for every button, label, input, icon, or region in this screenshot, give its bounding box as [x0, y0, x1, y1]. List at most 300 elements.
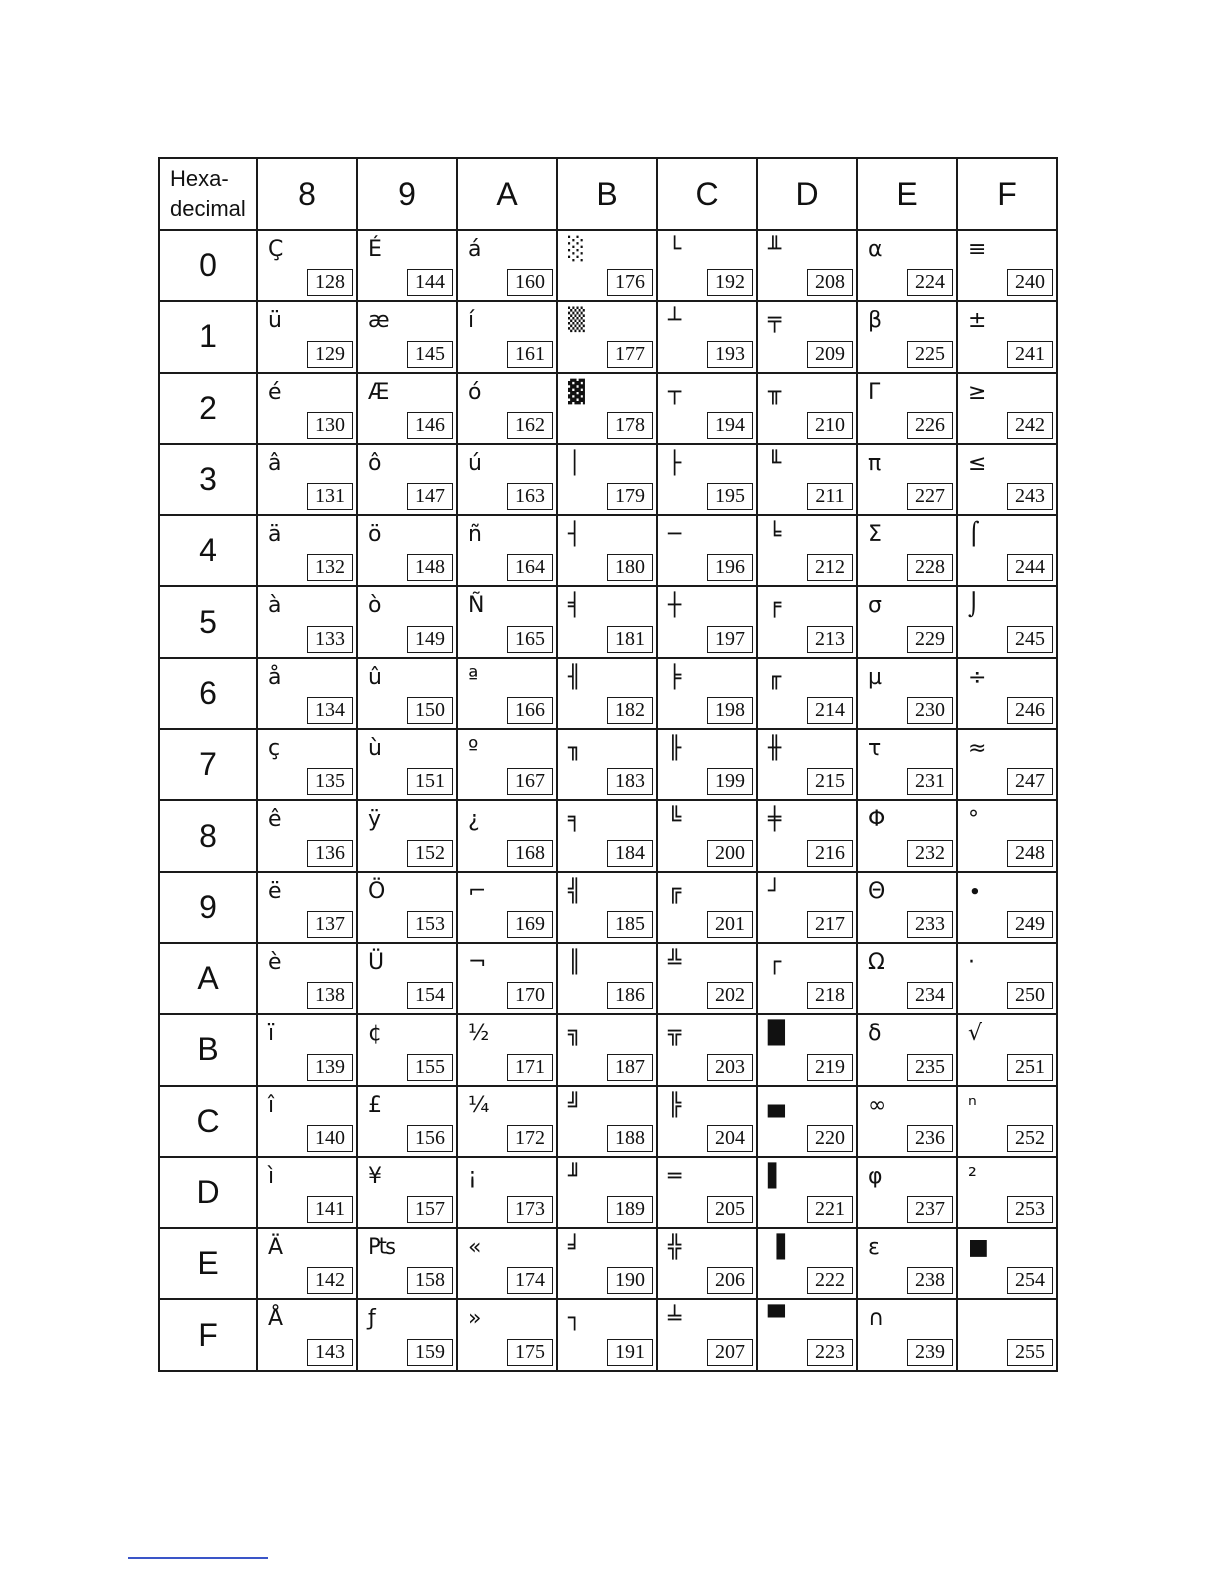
character-glyph: å: [268, 664, 282, 690]
character-glyph: ö: [368, 522, 382, 548]
character-glyph: û: [368, 664, 382, 690]
character-glyph: ■: [968, 1235, 989, 1261]
character-cell: [957, 943, 1057, 1014]
character-glyph: Θ: [868, 878, 886, 904]
character-glyph: É: [368, 237, 382, 262]
character-cell: [657, 301, 757, 372]
character-cell: [757, 800, 857, 871]
decimal-code: 220: [807, 1125, 853, 1152]
character-cell: [657, 943, 757, 1014]
character-glyph: ¿: [468, 807, 480, 833]
character-cell: [857, 373, 957, 444]
character-glyph: ·: [968, 949, 975, 975]
character-glyph: ⌡: [968, 593, 980, 619]
decimal-code: 152: [407, 840, 453, 867]
character-glyph: ╚: [668, 807, 682, 833]
character-glyph: ⌐: [468, 878, 487, 904]
decimal-code: 175: [507, 1339, 553, 1366]
decimal-code: 235: [907, 1054, 953, 1081]
character-cell: [557, 800, 657, 871]
decimal-code: 255: [1007, 1339, 1053, 1366]
character-cell: [957, 586, 1057, 657]
character-cell: [557, 301, 657, 372]
character-cell: [857, 800, 957, 871]
character-glyph: √: [968, 1021, 983, 1047]
character-cell: [857, 515, 957, 586]
character-cell: [257, 1157, 357, 1228]
character-glyph: ¥: [368, 1163, 382, 1189]
character-glyph: π: [868, 450, 882, 476]
decimal-code: 246: [1007, 697, 1053, 724]
character-glyph: ▌: [768, 1163, 785, 1189]
character-cell: [657, 444, 757, 515]
decimal-code: 212: [807, 554, 853, 581]
character-glyph: ε: [868, 1235, 880, 1261]
character-glyph: ╟: [668, 736, 682, 762]
character-glyph: ╧: [668, 1306, 682, 1332]
character-cell: [657, 373, 757, 444]
character-cell: [357, 230, 457, 301]
character-cell: [657, 586, 757, 657]
character-cell: [357, 1228, 457, 1299]
character-glyph: é: [268, 379, 282, 405]
decimal-code: 145: [407, 341, 453, 368]
character-glyph: ┌: [768, 949, 782, 975]
table-row: [159, 1014, 1057, 1085]
character-cell: [257, 230, 357, 301]
decimal-code: 204: [707, 1125, 753, 1152]
character-cell: [957, 301, 1057, 372]
character-cell: [557, 230, 657, 301]
decimal-code: 240: [1007, 269, 1053, 296]
decimal-code: 146: [407, 412, 453, 439]
decimal-code: 226: [907, 412, 953, 439]
decimal-code: 196: [707, 554, 753, 581]
character-cell: [257, 586, 357, 657]
decimal-code: 190: [607, 1267, 653, 1294]
character-glyph: ║: [568, 949, 582, 975]
decimal-code: 230: [907, 697, 953, 724]
character-cell: [457, 1157, 557, 1228]
decimal-code: 153: [407, 911, 453, 938]
decimal-code: 210: [807, 412, 853, 439]
character-glyph: ≈: [968, 736, 987, 762]
character-glyph: ë: [268, 878, 282, 904]
character-glyph: ∙: [968, 878, 982, 904]
character-cell: [357, 872, 457, 943]
character-cell: [757, 1299, 857, 1370]
character-glyph: ╫: [768, 736, 782, 762]
character-cell: [757, 729, 857, 800]
decimal-code: 187: [607, 1054, 653, 1081]
character-glyph: °: [968, 807, 979, 833]
table-row: [159, 1157, 1057, 1228]
row-header: 2: [159, 373, 257, 444]
character-cell: [257, 373, 357, 444]
decimal-code: 213: [807, 626, 853, 653]
decimal-code: 234: [907, 982, 953, 1009]
decimal-code: 231: [907, 768, 953, 795]
character-glyph: ╕: [568, 807, 582, 833]
character-cell: [657, 1299, 757, 1370]
decimal-code: 195: [707, 483, 753, 510]
row-header: D: [159, 1157, 257, 1228]
character-glyph: £: [368, 1092, 382, 1118]
character-glyph: ╬: [668, 1235, 682, 1261]
character-glyph: ½: [468, 1021, 490, 1047]
decimal-code: 211: [807, 483, 853, 510]
character-cell: [457, 729, 557, 800]
character-glyph: ô: [368, 450, 382, 476]
decimal-code: 154: [407, 982, 453, 1009]
decimal-code: 157: [407, 1196, 453, 1223]
decimal-code: 156: [407, 1125, 453, 1152]
character-glyph: ╜: [568, 1163, 582, 1189]
character-glyph: ▐: [768, 1235, 785, 1261]
character-glyph: ▄: [768, 1092, 785, 1118]
decimal-code: 193: [707, 341, 753, 368]
character-cell: [357, 943, 457, 1014]
character-cell: [757, 444, 857, 515]
character-glyph: σ: [868, 593, 882, 619]
character-cell: [757, 943, 857, 1014]
character-glyph: ╥: [768, 379, 782, 405]
decimal-code: 244: [1007, 554, 1053, 581]
character-cell: [257, 729, 357, 800]
character-cell: [557, 1157, 657, 1228]
character-cell: [257, 301, 357, 372]
table-row: [159, 658, 1057, 729]
decimal-code: 194: [707, 412, 753, 439]
character-glyph: ┼: [668, 593, 682, 619]
decimal-code: 192: [707, 269, 753, 296]
character-glyph: α: [868, 237, 883, 262]
character-cell: [357, 1014, 457, 1085]
decimal-code: 208: [807, 269, 853, 296]
decimal-code: 228: [907, 554, 953, 581]
character-cell: [257, 515, 357, 586]
decimal-code: 155: [407, 1054, 453, 1081]
decimal-code: 148: [407, 554, 453, 581]
decimal-code: 140: [307, 1125, 353, 1152]
table-row: [159, 800, 1057, 871]
row-header: 0: [159, 230, 257, 301]
decimal-code: 205: [707, 1196, 753, 1223]
character-cell: [957, 1086, 1057, 1157]
decimal-code: 221: [807, 1196, 853, 1223]
column-header: A: [457, 158, 557, 230]
character-cell: [757, 658, 857, 729]
table-row: [159, 373, 1057, 444]
character-glyph: ⌠: [968, 522, 980, 548]
table-row: [159, 301, 1057, 372]
table-row: [159, 586, 1057, 657]
decimal-code: 178: [607, 412, 653, 439]
character-cell: [257, 872, 357, 943]
character-glyph: β: [868, 308, 883, 334]
character-glyph: ù: [368, 736, 382, 762]
column-header: B: [557, 158, 657, 230]
character-glyph: ¬: [468, 949, 487, 975]
character-cell: [357, 444, 457, 515]
decimal-code: 242: [1007, 412, 1053, 439]
character-cell: [457, 230, 557, 301]
character-glyph: ∞: [868, 1092, 887, 1118]
character-cell: [857, 1228, 957, 1299]
character-glyph: Ñ: [468, 593, 485, 619]
row-header: 3: [159, 444, 257, 515]
row-header: B: [159, 1014, 257, 1085]
decimal-code: 199: [707, 768, 753, 795]
character-cell: [757, 373, 857, 444]
character-cell: [757, 1228, 857, 1299]
character-cell: [457, 301, 557, 372]
character-glyph: ê: [268, 807, 282, 833]
character-glyph: ├: [668, 450, 682, 476]
character-cell: [457, 1014, 557, 1085]
character-glyph: ±: [968, 308, 987, 334]
character-cell: [557, 1014, 657, 1085]
character-glyph: ═: [668, 1163, 682, 1189]
character-glyph: ╪: [768, 807, 782, 833]
character-glyph: ╨: [768, 237, 782, 262]
column-header: D: [757, 158, 857, 230]
character-cell: [757, 301, 857, 372]
character-cell: [757, 515, 857, 586]
decimal-code: 219: [807, 1054, 853, 1081]
decimal-code: 217: [807, 911, 853, 938]
character-glyph: à: [268, 593, 282, 619]
character-cell: [857, 586, 957, 657]
decimal-code: 177: [607, 341, 653, 368]
character-cell: [657, 729, 757, 800]
character-glyph: ░: [568, 237, 585, 262]
decimal-code: 185: [607, 911, 653, 938]
character-glyph: Ω: [868, 949, 885, 975]
character-glyph: ü: [268, 308, 282, 334]
decimal-code: 249: [1007, 911, 1053, 938]
decimal-code: 248: [1007, 840, 1053, 867]
character-cell: [957, 729, 1057, 800]
character-glyph: ╦: [668, 1021, 682, 1047]
character-glyph: ╙: [768, 450, 782, 476]
character-glyph: ╝: [568, 1092, 582, 1118]
character-cell: [657, 1086, 757, 1157]
character-cell: [957, 1228, 1057, 1299]
row-header: 7: [159, 729, 257, 800]
decimal-code: 167: [507, 768, 553, 795]
link-underline: [128, 1557, 268, 1559]
character-glyph: │: [568, 450, 582, 476]
decimal-code: 141: [307, 1196, 353, 1223]
decimal-code: 163: [507, 483, 553, 510]
row-header: 5: [159, 586, 257, 657]
character-cell: [257, 943, 357, 1014]
decimal-code: 232: [907, 840, 953, 867]
decimal-code: 137: [307, 911, 353, 938]
character-glyph: ▒: [568, 308, 585, 334]
character-cell: [557, 444, 657, 515]
character-glyph: ╡: [568, 593, 582, 619]
decimal-code: 214: [807, 697, 853, 724]
decimal-code: 159: [407, 1339, 453, 1366]
character-cell: [857, 1086, 957, 1157]
character-cell: [457, 658, 557, 729]
character-glyph: ╩: [668, 949, 682, 975]
header-row: [159, 158, 1057, 230]
decimal-code: 238: [907, 1267, 953, 1294]
character-cell: [657, 872, 757, 943]
character-cell: [557, 586, 657, 657]
character-cell: [857, 1014, 957, 1085]
character-glyph: í: [468, 308, 475, 334]
decimal-code: 168: [507, 840, 553, 867]
character-cell: [857, 1299, 957, 1370]
character-glyph: Æ: [368, 379, 390, 405]
character-cell: [457, 1299, 557, 1370]
character-cell: [757, 1157, 857, 1228]
character-cell: [457, 872, 557, 943]
decimal-code: 134: [307, 697, 353, 724]
character-glyph: ÷: [968, 664, 987, 690]
decimal-code: 198: [707, 697, 753, 724]
table-row: [159, 1299, 1057, 1370]
character-cell: [257, 1228, 357, 1299]
decimal-code: 130: [307, 412, 353, 439]
character-cell: [957, 373, 1057, 444]
decimal-code: 143: [307, 1339, 353, 1366]
character-cell: [257, 800, 357, 871]
decimal-code: 142: [307, 1267, 353, 1294]
character-cell: [557, 729, 657, 800]
character-glyph: µ: [868, 664, 882, 690]
character-cell: [657, 658, 757, 729]
decimal-code: 227: [907, 483, 953, 510]
decimal-code: 191: [607, 1339, 653, 1366]
decimal-code: 237: [907, 1196, 953, 1223]
character-glyph: ╢: [568, 664, 582, 690]
character-glyph: ╞: [668, 664, 682, 690]
decimal-code: 129: [307, 341, 353, 368]
decimal-code: 215: [807, 768, 853, 795]
character-cell: [957, 872, 1057, 943]
character-glyph: φ: [868, 1163, 883, 1189]
corner-label: Hexa-decimal: [159, 158, 257, 230]
character-cell: [757, 230, 857, 301]
character-cell: [657, 230, 757, 301]
decimal-code: 135: [307, 768, 353, 795]
character-glyph: ²: [968, 1163, 977, 1189]
character-glyph: ─: [668, 522, 682, 548]
character-cell: [957, 230, 1057, 301]
character-cell: [757, 1014, 857, 1085]
table-row: [159, 444, 1057, 515]
character-cell: [557, 872, 657, 943]
character-cell: [957, 800, 1057, 871]
character-glyph: â: [268, 450, 282, 476]
decimal-code: 147: [407, 483, 453, 510]
character-glyph: ï: [268, 1021, 275, 1047]
character-code-table: [158, 157, 1058, 1372]
character-glyph: █: [768, 1021, 785, 1047]
character-glyph: º: [468, 736, 479, 762]
decimal-code: 247: [1007, 768, 1053, 795]
decimal-code: 133: [307, 626, 353, 653]
character-cell: [357, 1157, 457, 1228]
row-header: 9: [159, 872, 257, 943]
character-cell: [957, 658, 1057, 729]
decimal-code: 184: [607, 840, 653, 867]
character-cell: [557, 1228, 657, 1299]
character-glyph: «: [468, 1235, 482, 1261]
character-glyph: Å: [268, 1306, 284, 1332]
decimal-code: 206: [707, 1267, 753, 1294]
character-glyph: ç: [268, 736, 281, 762]
character-glyph: á: [468, 237, 482, 262]
character-cell: [857, 658, 957, 729]
decimal-code: 186: [607, 982, 653, 1009]
character-cell: [657, 1157, 757, 1228]
table-row: [159, 1228, 1057, 1299]
character-glyph: Γ: [868, 379, 881, 405]
decimal-code: 222: [807, 1267, 853, 1294]
character-glyph: ª: [468, 664, 479, 690]
character-cell: [457, 1228, 557, 1299]
character-cell: [357, 1299, 457, 1370]
table-row: [159, 943, 1057, 1014]
decimal-code: 200: [707, 840, 753, 867]
character-glyph: è: [268, 949, 282, 975]
decimal-code: 203: [707, 1054, 753, 1081]
decimal-code: 176: [607, 269, 653, 296]
column-header: C: [657, 158, 757, 230]
character-glyph: ä: [268, 522, 282, 548]
decimal-code: 150: [407, 697, 453, 724]
character-glyph: ∩: [868, 1306, 885, 1332]
decimal-code: 225: [907, 341, 953, 368]
decimal-code: 241: [1007, 341, 1053, 368]
character-cell: [557, 373, 657, 444]
decimal-code: 162: [507, 412, 553, 439]
row-header: F: [159, 1299, 257, 1370]
decimal-code: 250: [1007, 982, 1053, 1009]
row-header: A: [159, 943, 257, 1014]
character-glyph: Ü: [368, 949, 385, 975]
decimal-code: 245: [1007, 626, 1053, 653]
character-glyph: ≡: [968, 237, 987, 262]
character-cell: [457, 515, 557, 586]
character-glyph: ó: [468, 379, 482, 405]
decimal-code: 128: [307, 269, 353, 296]
character-glyph: ≥: [968, 379, 987, 405]
decimal-code: 253: [1007, 1196, 1053, 1223]
decimal-code: 151: [407, 768, 453, 795]
table-row: [159, 729, 1057, 800]
character-cell: [757, 1086, 857, 1157]
character-glyph: ¢: [368, 1021, 382, 1047]
decimal-code: 224: [907, 269, 953, 296]
character-glyph: ╖: [568, 736, 582, 762]
decimal-code: 216: [807, 840, 853, 867]
column-header: F: [957, 158, 1057, 230]
character-cell: [257, 444, 357, 515]
character-cell: [257, 1299, 357, 1370]
character-cell: [957, 1157, 1057, 1228]
character-cell: [257, 658, 357, 729]
character-cell: [457, 444, 557, 515]
character-glyph: ╣: [568, 878, 582, 904]
character-cell: [557, 943, 657, 1014]
